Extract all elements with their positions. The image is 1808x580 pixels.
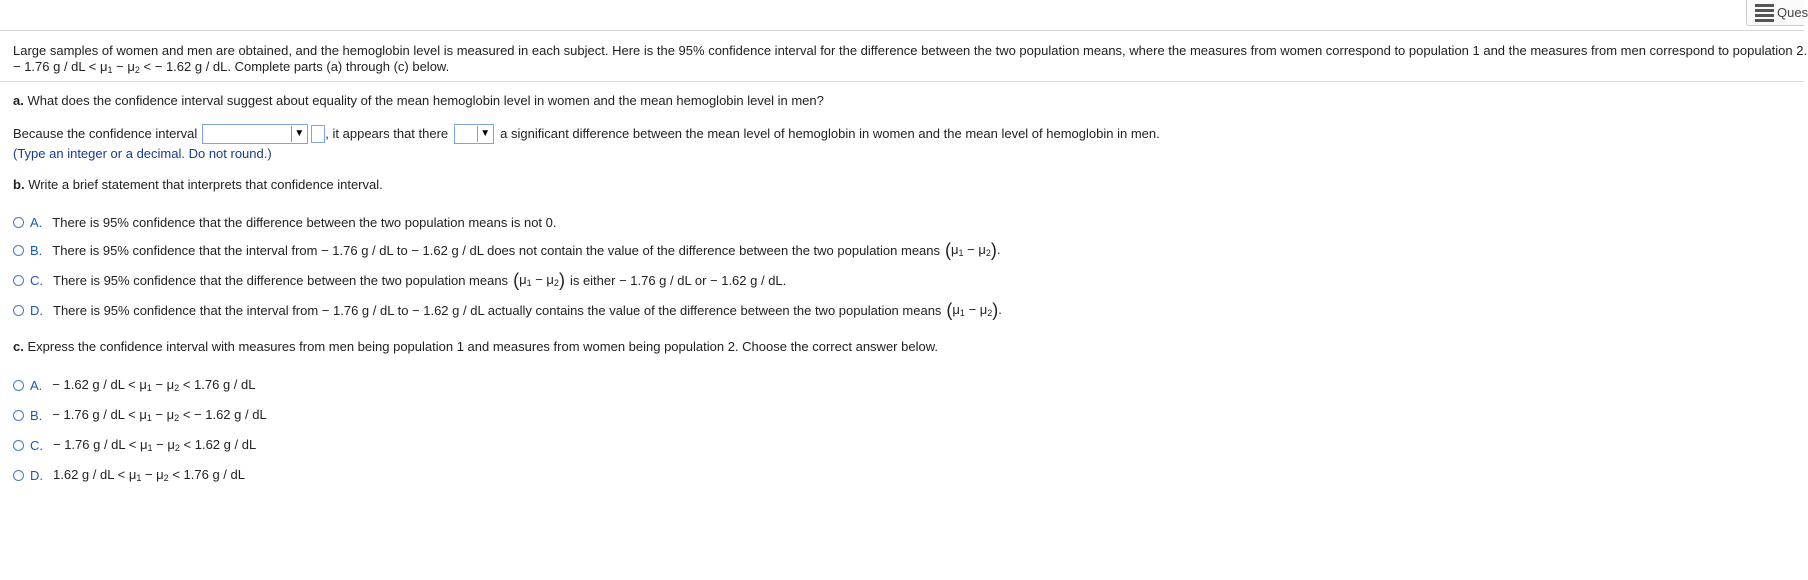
part-a-answer-sentence <box>13 124 1160 144</box>
interval-expression: − 1.76 g / dL < $\mu_1 - \mu_2 < 1.62$ g / dL <box>53 437 257 453</box>
radio-button[interactable] <box>13 470 24 481</box>
sentence-end: a significant difference between the mean level of hemoglobin in women and the mean level of hemoglobin in men. <box>500 126 1160 141</box>
option-letter: B. <box>30 243 43 258</box>
option-text: There is 95% confidence that the difference between the two population means is not 0. <box>52 215 557 230</box>
option-letter: D. <box>30 303 43 318</box>
lt-symbol: < <box>88 59 97 74</box>
part-b-option-b[interactable] <box>13 240 1001 261</box>
interval-upper: − 1.62 g / dL <box>154 59 228 74</box>
problem-interval <box>13 59 1804 78</box>
value-input-box[interactable] <box>311 125 325 143</box>
part-b-question-text: Write a brief statement that interprets that confidence interval. <box>28 177 383 192</box>
option-letter: B. <box>30 407 43 423</box>
part-a-question <box>13 93 824 109</box>
difference-dropdown[interactable] <box>454 124 494 144</box>
top-bar <box>0 0 1808 31</box>
part-b-option-a[interactable] <box>13 215 557 230</box>
dropdown-arrow-icon: ▼ <box>291 126 306 142</box>
radio-button[interactable] <box>13 245 24 256</box>
option-letter: C. <box>30 273 43 288</box>
problem-text: Large samples of women and men are obtained, and the hemoglobin level is measured in each subject. Here is the 95% confidence interval for the difference between the two population means, where the measures from women correspond to population 1 and the measures from men correspond to population 2. <box>13 43 1808 58</box>
lt-symbol: < <box>143 59 152 74</box>
interval-lower: − 1.76 g / dL <box>13 59 86 74</box>
radio-button[interactable] <box>13 217 24 228</box>
radio-button[interactable] <box>13 410 24 421</box>
option-text: There is 95% confidence that the difference between the two population means <box>53 273 509 288</box>
mu2: $\mu_2$ <box>127 59 140 75</box>
questions-menu-button[interactable] <box>1746 0 1808 26</box>
mu-difference-expression: $(\mu_1 - \mu_2)$ <box>513 270 565 290</box>
part-c-label: c. <box>13 339 24 354</box>
sentence-start: Because the confidence interval <box>13 126 198 141</box>
part-a-question-text: What does the confidence interval suggest about equality of the mean hemoglobin level in women and the mean hemoglobin level in men? <box>27 93 824 108</box>
mu1: $\mu_1$ <box>100 59 113 75</box>
part-b-option-c[interactable] <box>13 270 786 291</box>
mu-difference-expression: $(\mu_1 - \mu_2)$. <box>945 240 1001 260</box>
questions-menu-label: Ques <box>1777 5 1808 20</box>
part-c-option-d[interactable] <box>13 467 245 483</box>
part-b-label: b. <box>13 177 25 192</box>
problem-tail: . Complete parts (a) through (c) below. <box>227 59 450 74</box>
part-a-label: a. <box>13 93 24 108</box>
option-text: There is 95% confidence that the interval from − 1.76 g / dL to − 1.62 g / dL does not contain the value of the difference between the two population means <box>52 243 941 258</box>
part-b-question <box>13 177 383 193</box>
list-icon <box>1755 4 1774 22</box>
interval-expression: − 1.76 g / dL < $\mu_1 - \mu_2$ < − 1.62 g / dL <box>52 407 267 423</box>
interval-expression: − 1.62 g / dL < $\mu_1 - \mu_2 < 1.76$ g / dL <box>52 377 256 393</box>
option-letter: A. <box>30 215 43 230</box>
minus-symbol: − <box>116 59 124 74</box>
radio-button[interactable] <box>13 440 24 451</box>
dropdown-arrow-icon: ▼ <box>477 126 492 142</box>
option-text-continued: is either − 1.76 g / dL or − 1.62 g / dL. <box>569 273 787 288</box>
option-text: There is 95% confidence that the interval from − 1.76 g / dL to − 1.62 g / dL actually contains the value of the difference between the two population means <box>53 303 942 318</box>
radio-button[interactable] <box>13 380 24 391</box>
interval-dropdown[interactable] <box>202 124 308 144</box>
sentence-mid: , it appears that there <box>325 126 449 141</box>
part-c-option-c[interactable] <box>13 437 256 453</box>
interval-expression: 1.62 g / dL < $\mu_1 - \mu_2 < 1.76$ g / dL <box>53 467 245 483</box>
part-c-question-text: Express the confidence interval with measures from men being population 1 and measures from women being population 2. Choose the correct answer below. <box>27 339 938 354</box>
radio-button[interactable] <box>13 275 24 286</box>
option-letter: D. <box>30 467 43 483</box>
part-c-option-b[interactable] <box>13 407 267 423</box>
option-letter: C. <box>30 437 43 453</box>
divider <box>0 81 1804 82</box>
mu-difference-expression: $(\mu_1 - \mu_2)$. <box>946 300 1002 320</box>
part-c-question <box>13 339 938 355</box>
problem-statement <box>13 43 1808 78</box>
radio-button[interactable] <box>13 305 24 316</box>
part-c-option-a[interactable] <box>13 377 255 393</box>
input-hint: (Type an integer or a decimal. Do not round.) <box>13 146 272 161</box>
option-letter: A. <box>30 377 43 393</box>
part-b-option-d[interactable] <box>13 300 1002 321</box>
